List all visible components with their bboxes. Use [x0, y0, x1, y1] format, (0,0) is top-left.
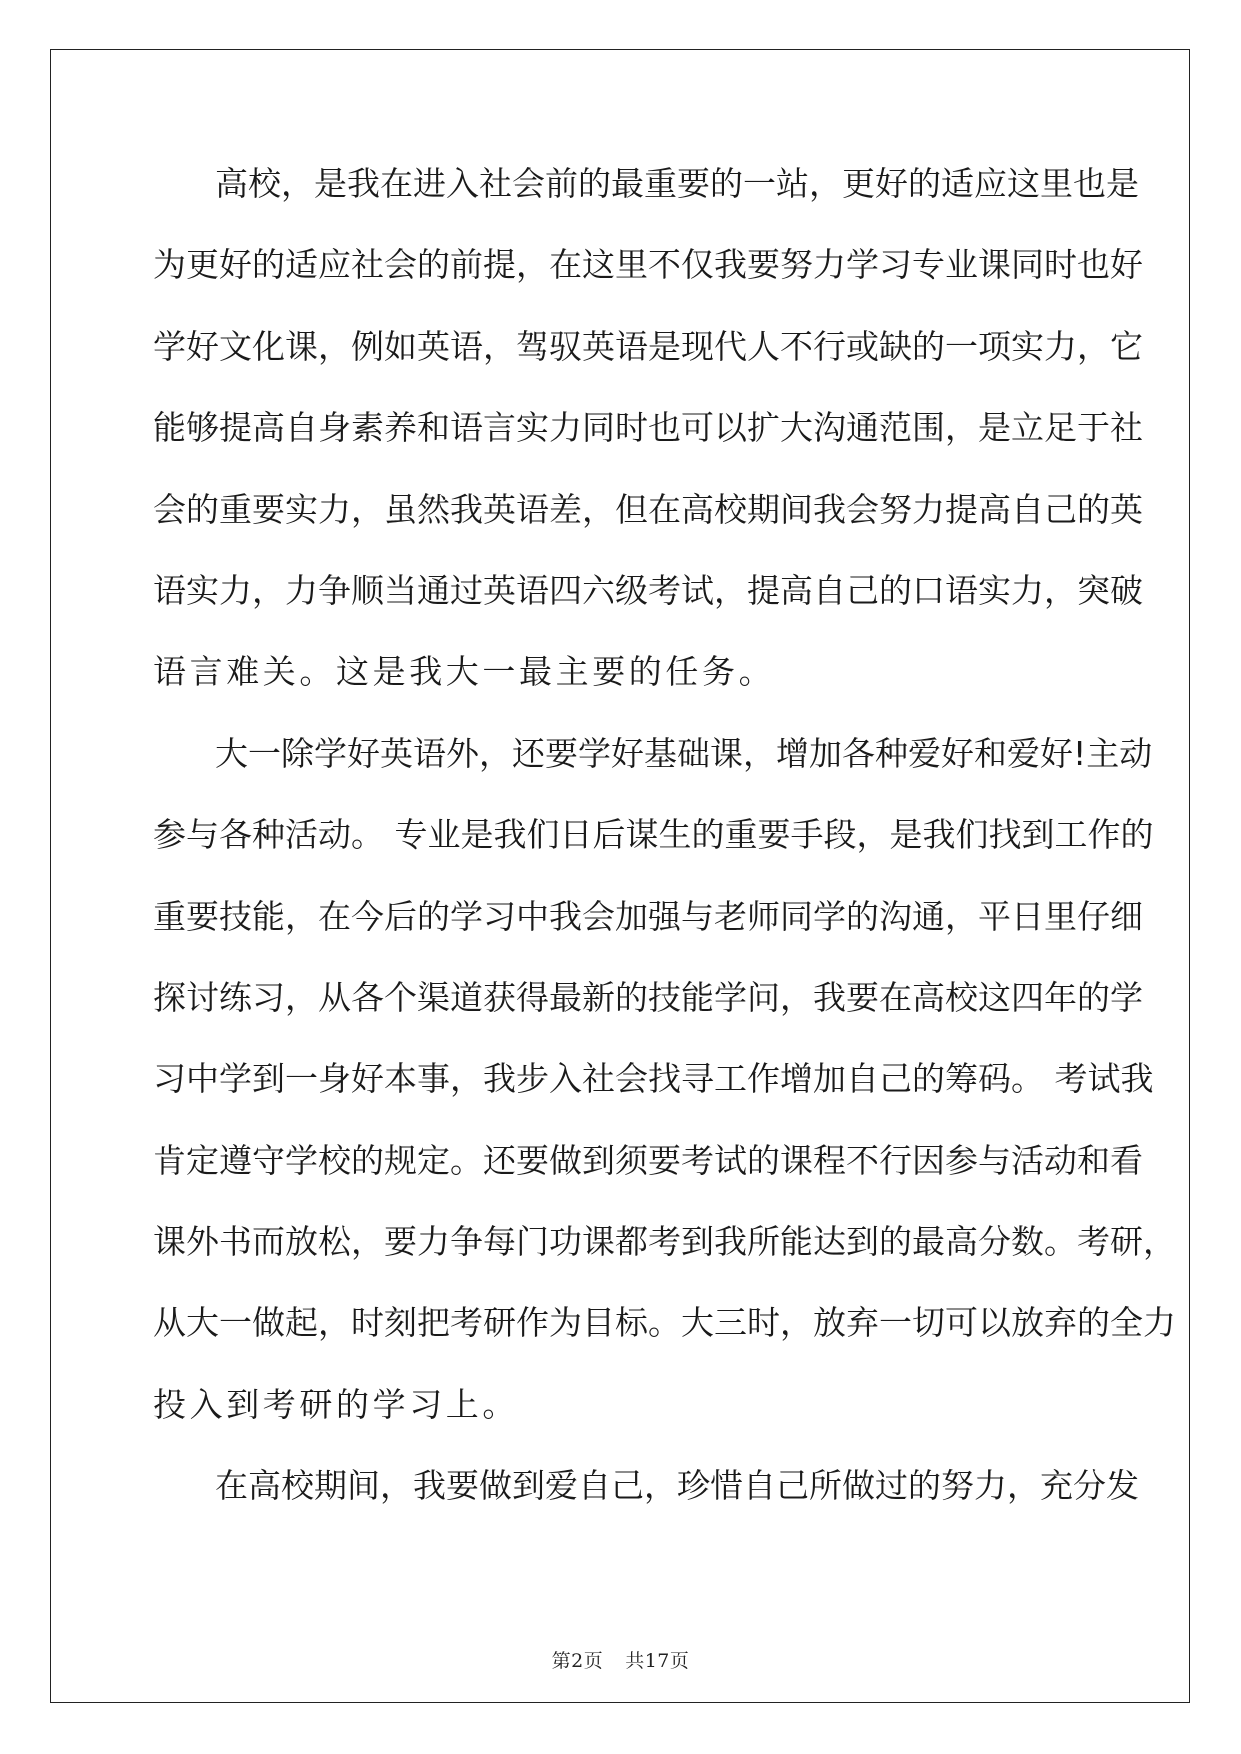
- paragraph-2-line-6: 肯定遵守学校的规定。还要做到须要考试的课程不行因参与活动和看: [153, 1140, 1143, 1180]
- page-number-current: 第2页: [551, 1650, 604, 1672]
- paragraph-1-line-3: 学好文化课，例如英语，驾驭英语是现代人不行或缺的一项实力，它: [153, 326, 1143, 366]
- paragraph-2-line-5: 习中学到一身好本事，我步入社会找寻工作增加自己的筹码。 考试我: [153, 1059, 1154, 1099]
- page-number-total: 共17页: [625, 1650, 690, 1672]
- paragraph-2-line-9: 投入到考研的学习上。: [153, 1384, 519, 1424]
- paragraph-2-line-3: 重要技能，在今后的学习中我会加强与老师同学的沟通，平日里仔细: [153, 896, 1143, 936]
- page-footer: [0, 1646, 1241, 1673]
- paragraph-2-line-2: 参与各种活动。 专业是我们日后谋生的重要手段，是我们找到工作的: [153, 815, 1154, 855]
- paragraph-2-line-7: 课外书而放松，要力争每门功课都考到我所能达到的最高分数。考研，: [153, 1222, 1176, 1262]
- paragraph-1-line-2: 为更好的适应社会的前提，在这里不仅我要努力学习专业课同时也好: [153, 245, 1143, 285]
- paragraph-1-line-5: 会的重要实力，虽然我英语差，但在高校期间我会努力提高自己的英: [153, 489, 1143, 529]
- document-body: [153, 162, 1176, 1546]
- paragraph-1-line-4: 能够提高自身素养和语言实力同时也可以扩大沟通范围，是立足于社: [153, 408, 1143, 448]
- paragraph-2-line-4: 探讨练习，从各个渠道获得最新的技能学问，我要在高校这四年的学: [153, 977, 1143, 1017]
- paragraph-1-line-7: 语言难关。这是我大一最主要的任务。: [153, 652, 776, 692]
- paragraph-2-line-8: 从大一做起，时刻把考研作为目标。大三时，放弃一切可以放弃的全力: [153, 1303, 1176, 1343]
- paragraph-3-line-1: 在高校期间，我要做到爱自己，珍惜自己所做过的努力，充分发: [215, 1466, 1139, 1506]
- paragraph-1-line-1: 高校，是我在进入社会前的最重要的一站，更好的适应这里也是: [215, 164, 1139, 203]
- paragraph-2-line-1: 大一除学好英语外，还要学好基础课，增加各种爱好和爱好!主动: [215, 733, 1153, 773]
- paragraph-1-line-6: 语实力，力争顺当通过英语四六级考试，提高自己的口语实力，突破: [153, 570, 1143, 610]
